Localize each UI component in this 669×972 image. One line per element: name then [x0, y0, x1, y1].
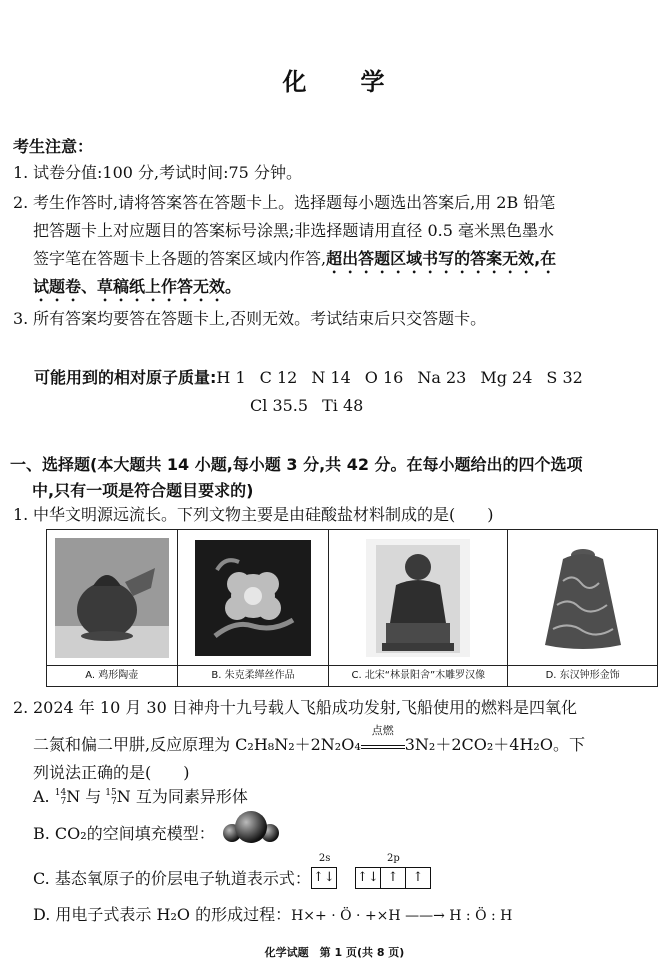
- emphasis-text: 超出答题区域书写的答案无效,在: [326, 249, 557, 268]
- option-d-caption: D. 东汉钟形金饰: [508, 665, 657, 686]
- option-c-caption: C. 北宋“林景阳舍”木雕罗汉像: [329, 665, 507, 686]
- wooden-arhat-image: [329, 530, 507, 665]
- electron-formula: H×+ · Ö · +×H ——→ H : Ö : H: [291, 908, 513, 924]
- option-c: C. 基态氧原子的价层电子轨道表示式： 2s ↑↓ 2p ↑↓ ↑ ↑: [33, 866, 430, 889]
- orbital-2p-box-2: ↑: [380, 867, 406, 889]
- notice-item-2-line-1: 2. 考生作答时,请将答案答在答题卡上。选择题每小题选出答案后,用 2B 铅笔: [13, 193, 556, 212]
- page-footer: 化学试题 第 1 页(共 8 页): [264, 946, 405, 959]
- silk-tapestry-image: [178, 530, 329, 665]
- question-1: 1. 中华文明源远流长。下列文物主要是由硅酸盐材料制成的是( ): [13, 505, 494, 524]
- orbital-2s-label: 2s: [318, 852, 331, 864]
- atomic-masses-label: 可能用到的相对原子质量:: [34, 368, 217, 387]
- option-c-cell: [329, 530, 508, 687]
- reaction-arrow: [361, 723, 405, 749]
- question-2-line-3: 列说法正确的是( ): [33, 763, 190, 782]
- orbital-2s-box: ↑↓: [311, 867, 337, 889]
- notice-item-3: 3. 所有答案均要答在答题卡上,否则无效。考试结束后只交答题卡。: [13, 309, 487, 328]
- orbital-2p-box-3: ↑: [405, 867, 431, 889]
- notice-heading: 考生注意：: [13, 137, 94, 156]
- notice-item-2-line-2: 把答题卡上对应题目的答案标号涂黑;非选择题请用直径 0.5 毫米黑色墨水: [33, 221, 555, 240]
- option-b: B. CO₂的空间填充模型：: [33, 822, 282, 847]
- option-a-cell: [47, 530, 178, 687]
- question-2-line-1: 2. 2024 年 10 月 30 日神舟十九号载人飞船成功发射,飞船使用的燃料是四氧化: [13, 698, 577, 717]
- title-char-2: 学: [360, 68, 387, 96]
- atomic-masses: 可能用到的相对原子质量:H 1 C 12 N 14 O 16 Na 23 Mg 24 S 32 Cl 35.5 Ti 48: [34, 368, 583, 415]
- orbital-diagram: [311, 852, 430, 889]
- notice-item-1: 1. 试卷分值:100 分,考试时间:75 分钟。: [13, 163, 302, 182]
- orbital-2p-label: 2p: [386, 852, 400, 864]
- orbital-2p-boxes: [355, 852, 430, 889]
- co2-space-filling-model: [220, 807, 282, 847]
- page-title: [0, 62, 669, 97]
- notice-item-2-line-4: 试题卷、草稿纸上作答无效。: [33, 277, 242, 296]
- bell-gold-ornament-image: [508, 530, 657, 665]
- section-heading: 一、选择题(本大题共 14 小题,每小题 3 分,共 42 分。在每小题给出的四个选项 中,只有一项是符合题目要求的): [10, 455, 583, 500]
- question-2-line-2: 二氮和偏二甲肼,反应原理为 C₂H₈N₂＋2N₂O₄ 点燃 3N₂＋2CO₂＋4H₂O。下: [33, 723, 585, 754]
- option-a: A. 14 7N 与 15 7N 互为同素异形体: [33, 787, 248, 807]
- reaction-condition: 点燃: [371, 723, 394, 737]
- option-d-cell: [508, 530, 658, 687]
- option-b-cell: [177, 530, 329, 687]
- option-a-caption: A. 鸡形陶壶: [47, 665, 177, 686]
- pottery-pot-image: [47, 530, 177, 665]
- option-b-caption: B. 朱克柔缂丝作品: [178, 665, 329, 686]
- artifact-table: [46, 529, 658, 687]
- notice-item-2-line-3: 签字笔在答题卡上各题的答案区域内作答,超出答题区域书写的答案无效,在: [33, 249, 557, 268]
- title-char-1: 化: [282, 68, 309, 96]
- option-d: D. 用电子式表示 H₂O 的形成过程：H×+ · Ö · +×H ——→ H : Ö : H: [33, 905, 513, 924]
- orbital-2p-box-1: ↑↓: [355, 867, 381, 889]
